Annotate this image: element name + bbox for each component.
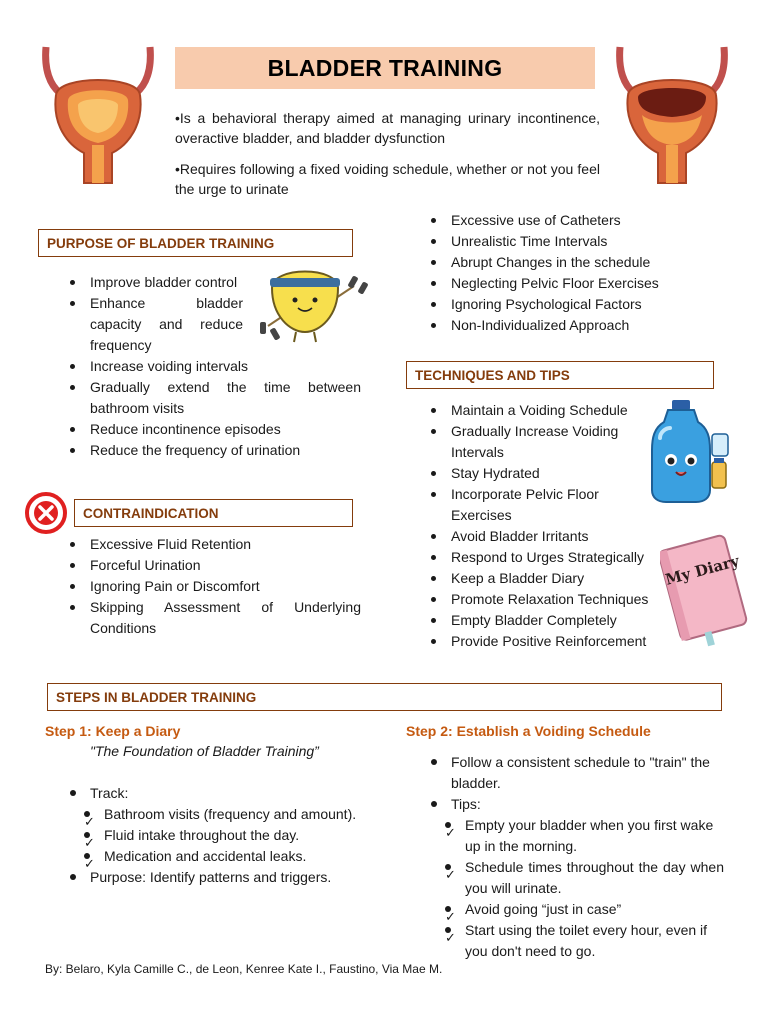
check-item: ✓ Bathroom visits (frequency and amount).: [84, 804, 361, 825]
list-item: Improve bladder control: [68, 272, 361, 293]
step2-title: Step 2: Establish a Voiding Schedule: [406, 723, 651, 739]
list-item: Enhance bladder capacity and reduce frequency: [68, 293, 361, 356]
page-title: BLADDER TRAINING: [267, 54, 503, 81]
list-item: Excessive use of Catheters: [429, 210, 729, 231]
list-item: Track: ✓ Bathroom visits (frequency and amount). ✓ Fluid intake throughout the day. ✓ Medication and accidental leaks.: [68, 783, 361, 867]
list-item: Forceful Urination: [68, 555, 361, 576]
step1-track-list: [68, 783, 361, 888]
check-item: ✓ Schedule times throughout the day when you will urinate.: [445, 857, 724, 899]
intro-definition: [175, 108, 600, 148]
list-item: Promote Relaxation Techniques: [429, 589, 691, 610]
contraindication-heading: CONTRAINDICATION: [83, 505, 219, 521]
exercise-bladder-character-icon: [258, 262, 373, 344]
intro-schedule: [175, 159, 600, 199]
list-item: Respond to Urges Strategically: [429, 547, 646, 568]
check-item: ✓ Start using the toilet every hour, even if you don't need to go.: [445, 920, 724, 962]
list-item: Purpose: Identify patterns and triggers.: [68, 867, 361, 888]
techniques-heading-box: [406, 361, 714, 389]
check-item: ✓ Medication and accidental leaks.: [84, 846, 361, 867]
list-item: Excessive Fluid Retention: [68, 534, 361, 555]
list-item: Incorporate Pelvic Floor Exercises: [429, 484, 646, 526]
bladder-illustration-left: [38, 45, 158, 185]
steps-heading: STEPS IN BLADDER TRAINING: [56, 689, 257, 705]
list-item: Reduce the frequency of urination: [68, 440, 361, 461]
techniques-heading: TECHNIQUES AND TIPS: [415, 367, 570, 383]
list-item: Keep a Bladder Diary: [429, 568, 646, 589]
check-item: ✓ Fluid intake throughout the day.: [84, 825, 361, 846]
purpose-heading-box: [38, 229, 353, 257]
list-item: Non-Individualized Approach: [429, 315, 729, 336]
steps-heading-box: [47, 683, 722, 711]
diary-title-text: My Diary: [663, 551, 742, 589]
list-item: Ignoring Pain or Discomfort: [68, 576, 361, 597]
list-item: Reduce incontinence episodes: [68, 419, 361, 440]
authors-footer: By: Belaro, Kyla Camille C., de Leon, Kenree Kate I., Faustino, Via Mae M.: [45, 962, 443, 976]
diary-book-icon: [660, 533, 752, 651]
list-item: Tips: ✓ Empty your bladder when you first wake up in the morning. ✓ Schedule times throughout the day when you will urinate. ✓ Avoid going “just in case” ✓ Start using the toilet every hour, even if you don't need to go.: [429, 794, 724, 962]
techniques-list: [429, 400, 649, 652]
list-item: Maintain a Voiding Schedule: [429, 400, 646, 421]
check-item: ✓ Avoid going “just in case”: [445, 899, 724, 920]
water-bottle-character-icon: [646, 398, 738, 506]
check-item: ✓ Empty your bladder when you first wake up in the morning.: [445, 815, 724, 857]
contraindication-list: [68, 534, 361, 639]
list-item: Gradually Increase Voiding Intervals: [429, 421, 646, 463]
list-item: Gradually extend the time between bathroom visits: [68, 377, 361, 419]
prohibited-x-icon: [24, 491, 68, 535]
list-item: Abrupt Changes in the schedule: [429, 252, 729, 273]
list-item: Neglecting Pelvic Floor Exercises: [429, 273, 729, 294]
list-item: Increase voiding intervals: [68, 356, 361, 377]
list-item: Provide Positive Reinforcement: [429, 631, 691, 652]
contraindication-heading-box: [74, 499, 353, 527]
pitfalls-list: [429, 210, 729, 336]
purpose-heading: PURPOSE OF BLADDER TRAINING: [47, 235, 275, 251]
list-item: Empty Bladder Completely: [429, 610, 646, 631]
intro-text-1: •Is a behavioral therapy aimed at managing urinary incontinence, overactive bladder, and bladder dysfunction: [175, 110, 600, 146]
list-item: Stay Hydrated: [429, 463, 646, 484]
intro-text-2: •Requires following a fixed voiding schedule, whether or not you feel the urge to urinate: [175, 161, 600, 197]
bladder-illustration-right: [612, 45, 732, 185]
list-item: Skipping Assessment of Underlying Conditions: [68, 597, 361, 639]
list-item: Unrealistic Time Intervals: [429, 231, 729, 252]
list-item: Avoid Bladder Irritants: [429, 526, 646, 547]
step1-title: Step 1: Keep a Diary: [45, 723, 181, 739]
step2-list: [429, 752, 724, 962]
list-item: Follow a consistent schedule to "train" the bladder.: [429, 752, 724, 794]
title-banner: [175, 47, 595, 89]
step1-quote: "The Foundation of Bladder Training”: [90, 743, 319, 759]
list-item: Ignoring Psychological Factors: [429, 294, 729, 315]
